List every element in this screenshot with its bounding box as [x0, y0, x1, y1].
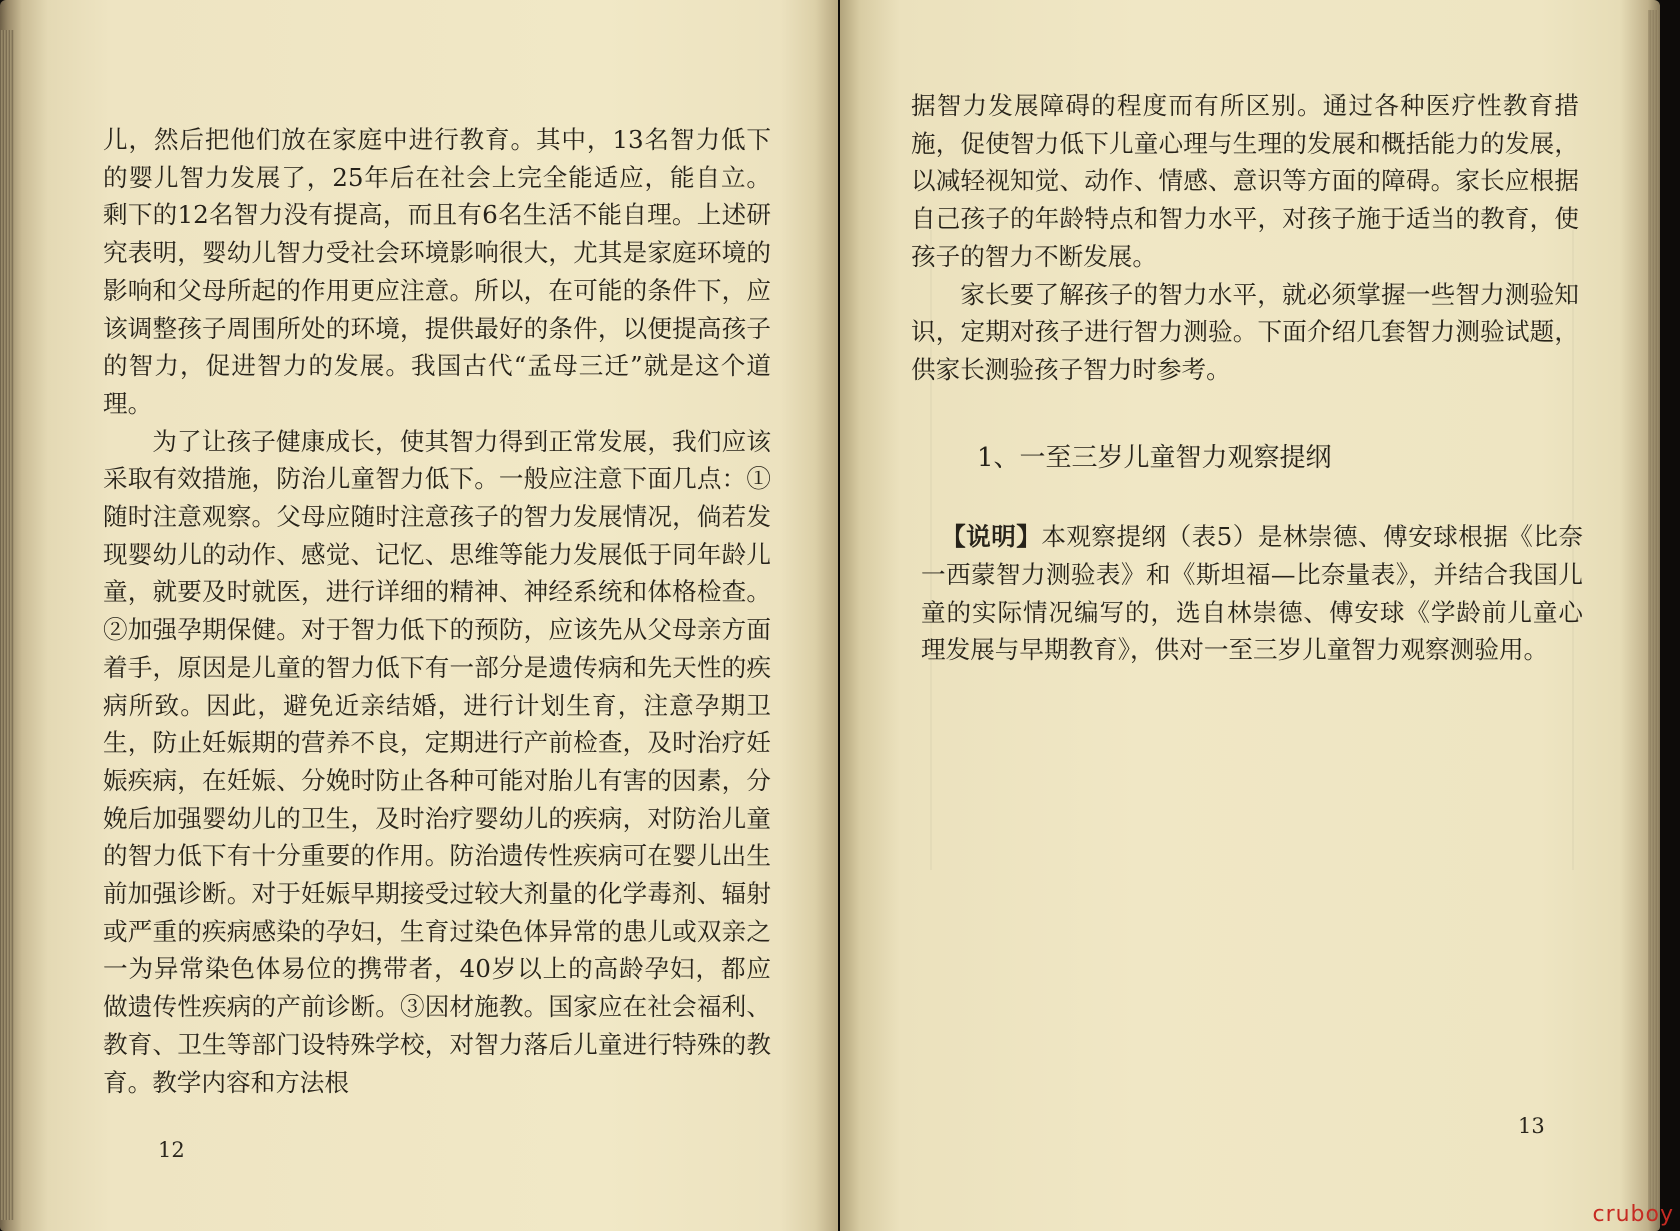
right-page-body: [911, 87, 1579, 389]
explanation-tag: 【说明】: [940, 522, 1042, 551]
left-paragraph-1: 儿，然后把他们放在家庭中进行教育。其中，13名智力低下的婴儿智力发展了，25年后在社会上完全能适应，能自立。剩下的12名智力没有提高，而且有6名生活不能自理。上述研究表明，婴幼儿智力受社会环境影响很大，尤其是家庭环境的影响和父母所起的作用更应注意。所以，在可能的条件下，应该调整孩子周围所处的环境，提供最好的条件，以便提高孩子的智力，促进智力的发展。我国古代“孟母三迁”就是这个道理。: [103, 125, 771, 418]
left-paragraph-2: 为了让孩子健康成长，使其智力得到正常发展，我们应该采取有效措施，防治儿童智力低下。一般应注意下面几点：①随时注意观察。父母应随时注意孩子的智力发展情况，倘若发现婴幼儿的动作、感觉、记忆、思维等能力发展低于同年龄儿童，就要及时就医，进行详细的精神、神经系统和体格检查。②加强孕期保健。对于智力低下的预防，应该先从父母亲方面着手，原因是儿童的智力低下有一部分是遗传病和先天性的疾病所致。因此，避免近亲结婚，进行计划生育，注意孕期卫生，防止妊娠期的营养不良，定期进行产前检查，及时治疗妊娠疾病，在妊娠、分娩时防止各种可能对胎儿有害的因素，分娩后加强婴幼儿的卫生，及时治疗婴幼儿的疾病，对防治儿童的智力低下有十分重要的作用。防治遗传性疾病可在婴儿出生前加强诊断。对于妊娠早期接受过较大剂量的化学毒剂、辐射或严重的疾病感染的孕妇，生育过染色体异常的患儿或双亲之一为异常染色体易位的携带者，40岁以上的高龄孕妇，都应做遗传性疾病的产前诊断。③因材施教。国家应在社会福利、教育、卫生等部门设特殊学校，对智力落后儿童进行特殊的教育。教学内容和方法根: [103, 426, 771, 1097]
left-page: [0, 0, 838, 1231]
right-paragraph-2: 家长要了解孩子的智力水平，就必须掌握一些智力测验知识，定期对孩子进行智力测验。下面介绍几套智力测验试题，供家长测验孩子智力时参考。: [911, 279, 1579, 384]
right-paragraph-1: 据智力发展障碍的程度而有所区别。通过各种医疗性教育措施，促使智力低下儿童心理与生理的发展和概括能力的发展，以减轻视知觉、动作、情感、意识等方面的障碍。家长应根据自己孩子的年龄特点和智力水平，对孩子施于适当的教育，使孩子的智力不断发展。: [911, 91, 1579, 271]
left-page-number: 12: [158, 1138, 185, 1162]
left-page-edges: [0, 30, 14, 1220]
explanation-paragraph: [921, 518, 1583, 669]
explanation-text: 本观察提纲（表5）是林崇德、傅安球根据《比奈一西蒙智力测验表》和《斯坦福—比奈量表》，并结合我国儿童的实际情况编写的，选自林崇德、傅安球《学龄前儿童心理发展与早期教育》，供对一至三岁儿童智力观察测验用。: [921, 522, 1583, 665]
section-heading: 1、一至三岁儿童智力观察提纲: [977, 443, 1332, 473]
left-page-body: [103, 121, 771, 1101]
right-page-edges: [1648, 10, 1660, 1220]
watermark: cruboy: [1592, 1202, 1674, 1227]
right-page-number: 13: [1518, 1114, 1545, 1138]
